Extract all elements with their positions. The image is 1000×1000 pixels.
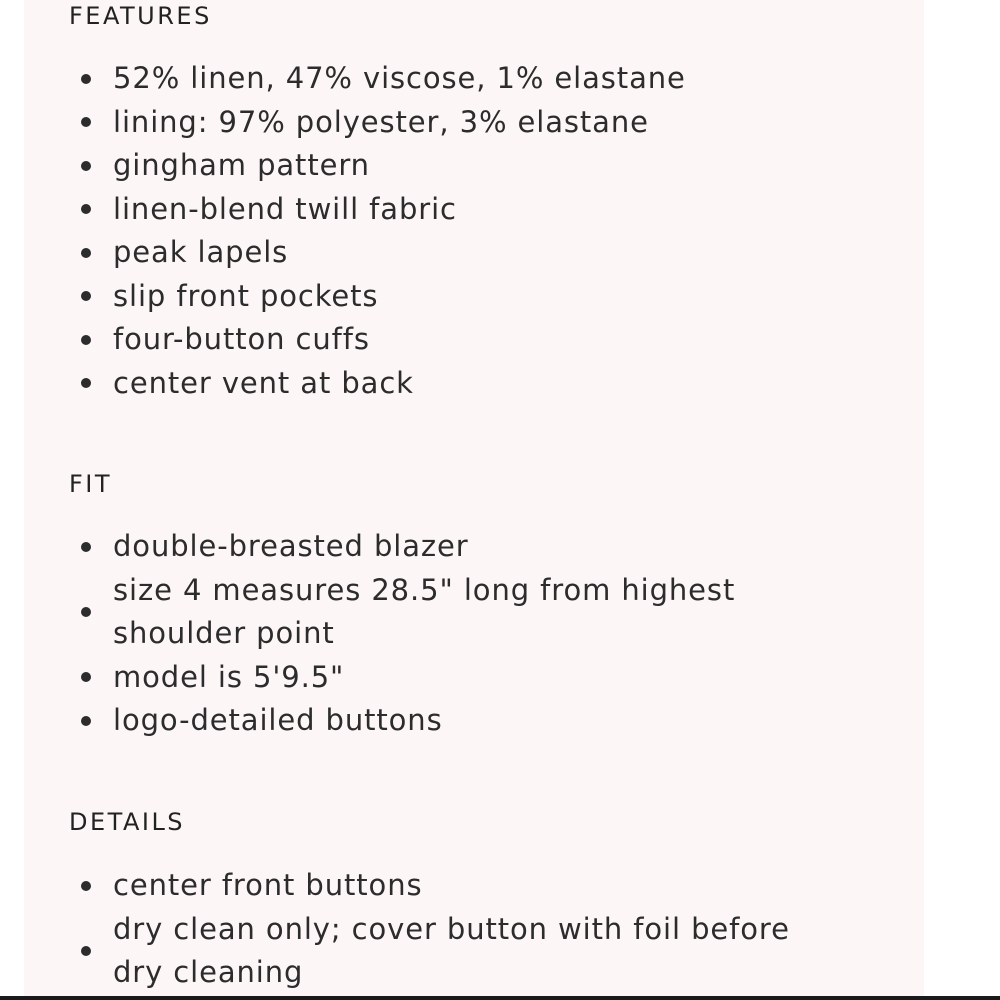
list-item-text: size 4 measures 28.5" long from highest shoulder point [113,572,736,650]
bullet-icon [81,335,91,345]
list-item-text: center front buttons [113,868,423,902]
bullet-icon [81,204,91,214]
bullet-icon [81,117,91,127]
bottom-divider [0,996,1000,1000]
list-item [69,144,849,188]
list-item [69,188,849,232]
bullet-icon [81,881,91,891]
list-item [69,569,849,656]
list-item-text: 52% linen, 47% viscose, 1% elastane [113,61,686,95]
fit-heading: FIT [69,470,113,498]
list-item [69,699,849,743]
features-heading: FEATURES [69,2,212,30]
bullet-icon [81,74,91,84]
features-list [69,57,849,405]
bullet-icon [81,161,91,171]
fit-list [69,525,849,743]
list-item [69,318,849,362]
list-item-text: four-button cuffs [113,322,370,356]
details-heading: DETAILS [69,808,186,836]
list-item-text: linen-blend twill fabric [113,191,457,226]
bullet-icon [81,716,91,726]
list-item [69,57,849,101]
bullet-icon [81,672,91,682]
list-item [69,101,849,145]
list-item-text: peak lapels [113,235,289,269]
list-item-text: center vent at back [113,365,414,400]
bullet-icon [81,946,91,956]
list-item-text: lining: 97% polyester, 3% elastane [113,104,649,139]
bullet-icon [81,607,91,617]
list-item [69,231,849,275]
list-item-text: model is 5'9.5" [113,659,345,694]
list-item [69,908,849,995]
list-item-text: slip front pockets [113,278,379,313]
details-list [69,864,849,995]
bullet-icon [81,378,91,388]
list-item [69,864,849,908]
list-item-text: gingham pattern [113,148,370,182]
list-item-text: logo-detailed buttons [113,703,443,737]
list-item [69,275,849,319]
list-item-text: double-breasted blazer [113,529,469,563]
list-item-text: dry clean only; cover button with foil before dry cleaning [113,911,790,989]
list-item [69,525,849,569]
bullet-icon [81,542,91,552]
list-item [69,656,849,700]
list-item [69,362,849,406]
bullet-icon [81,291,91,301]
bullet-icon [81,248,91,258]
